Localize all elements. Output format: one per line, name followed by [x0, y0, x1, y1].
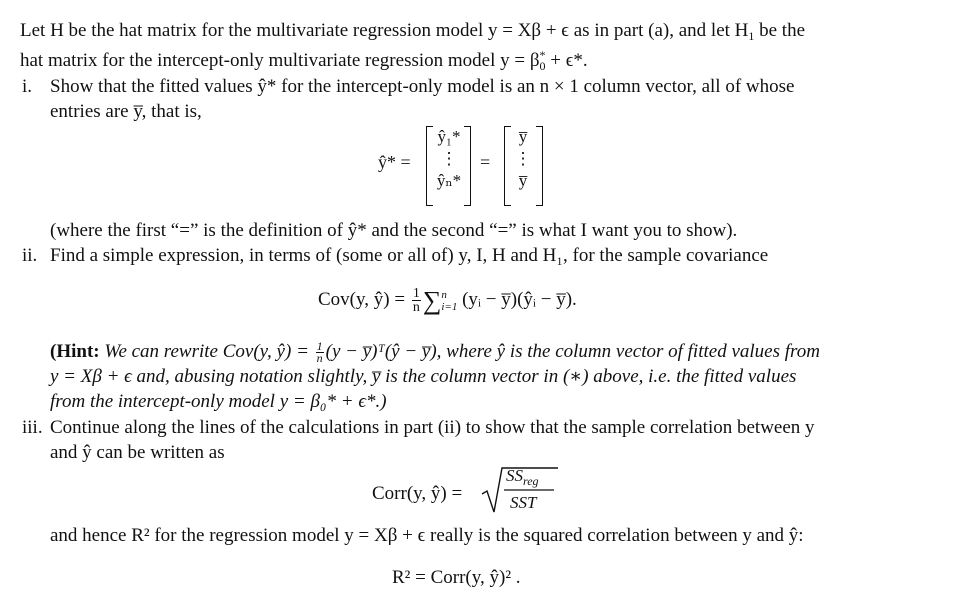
- cov-frac-num: 1: [412, 286, 420, 302]
- part-i-note: (where the first “=” is the definition of ŷ* and the second “=” is what I want you to show).: [50, 220, 738, 241]
- vector-1-entry-1: ŷ₁*: [437, 127, 461, 146]
- hint-frac-num: 1: [316, 339, 323, 354]
- hint-line-2: y = Xβ + ϵ and, abusing notation slightly, y̅ is the column vector in (∗) above, i.e. the fitted values: [50, 366, 797, 387]
- part-iii-label: iii.: [22, 417, 43, 438]
- vector-1-right-bracket: [464, 126, 471, 206]
- ss-text: SS: [506, 466, 523, 485]
- part-iii-line-2: and ŷ can be written as: [50, 442, 225, 463]
- hint-line-3: from the intercept-only model y = β₀* + ϵ*.): [50, 391, 387, 412]
- cov-frac-den: n: [412, 300, 420, 316]
- hint-text-1b: (y − y̅)ᵀ(ŷ − y̅), where ŷ is the column vector of fitted values from: [325, 341, 820, 362]
- intro-text-2-end: + ϵ*.: [545, 50, 588, 71]
- vector-2-entry-3: y̅: [518, 171, 528, 190]
- part-i-line-1: Show that the fitted values ŷ* for the intercept-only model is an n × 1 column vector, all of whose: [50, 76, 795, 97]
- vector-2-entry-2: ⋮: [514, 149, 532, 168]
- hint-text-1a: We can rewrite Cov(y, ŷ) =: [99, 341, 314, 362]
- sqrt-denominator: SST: [510, 493, 537, 512]
- intro-text-1: Let H be the hat matrix for the multivariate regression model y = Xβ + ϵ as in part (a), and let H: [20, 20, 749, 41]
- part-iii-line-3: and hence R² for the regression model y = Xβ + ϵ really is the squared correlation between y and ŷ:: [50, 525, 804, 546]
- sum-top: n: [441, 288, 447, 301]
- part-i-eq-mid: =: [480, 152, 491, 172]
- vector-2-right-bracket: [536, 126, 543, 206]
- hint-frac-den: n: [316, 351, 323, 366]
- hint-fraction: [316, 341, 324, 364]
- r-squared-equation: R² = Corr(y, ŷ)² .: [392, 567, 521, 588]
- part-i-line-2: entries are y̅, that is,: [50, 101, 202, 122]
- sum-limits: [441, 289, 457, 313]
- part-i-eq-lhs: ŷ* =: [378, 152, 411, 172]
- vector-2: [510, 126, 536, 192]
- sqrt-numerator: [506, 466, 539, 491]
- cov-rhs: (yᵢ − y̅)(ŷᵢ − y̅).: [462, 289, 577, 310]
- part-ii-line-1: Find a simple expression, in terms of (some or all of) y, I, H and H₁, for the sample covariance: [50, 245, 769, 266]
- intro-sub-2: 0: [539, 59, 546, 73]
- cov-fraction: [412, 287, 421, 314]
- intro-text-2: hat matrix for the intercept-only multivariate regression model y = β: [20, 50, 540, 71]
- hint-prefix: (Hint:: [50, 341, 100, 362]
- intro-sub-1: 1: [748, 29, 755, 43]
- corr-lhs: Corr(y, ŷ) =: [372, 483, 463, 504]
- vector-2-entry-1: y̅: [518, 127, 528, 146]
- intro-text-1-end: be the: [754, 20, 806, 41]
- part-ii-label: ii.: [22, 245, 38, 266]
- ss-sub: reg: [523, 474, 539, 488]
- vector-1-left-bracket: [426, 126, 433, 206]
- intro-sup-2: *: [539, 48, 546, 62]
- hint-line-1: [50, 339, 820, 365]
- cov-lhs: Cov(y, ŷ) =: [318, 289, 406, 310]
- vector-1-entry-3: ŷₙ*: [436, 171, 462, 190]
- part-i-label: i.: [22, 76, 33, 97]
- sum-bottom: i=1: [441, 300, 458, 313]
- vector-1-entry-2: ⋮: [440, 149, 458, 168]
- sum-symbol: ∑: [422, 286, 442, 315]
- part-iii-line-1: Continue along the lines of the calculations in part (ii) to show that the sample correlation between y: [50, 417, 815, 438]
- vector-1: [434, 126, 464, 192]
- part-ii-equation: [318, 287, 577, 314]
